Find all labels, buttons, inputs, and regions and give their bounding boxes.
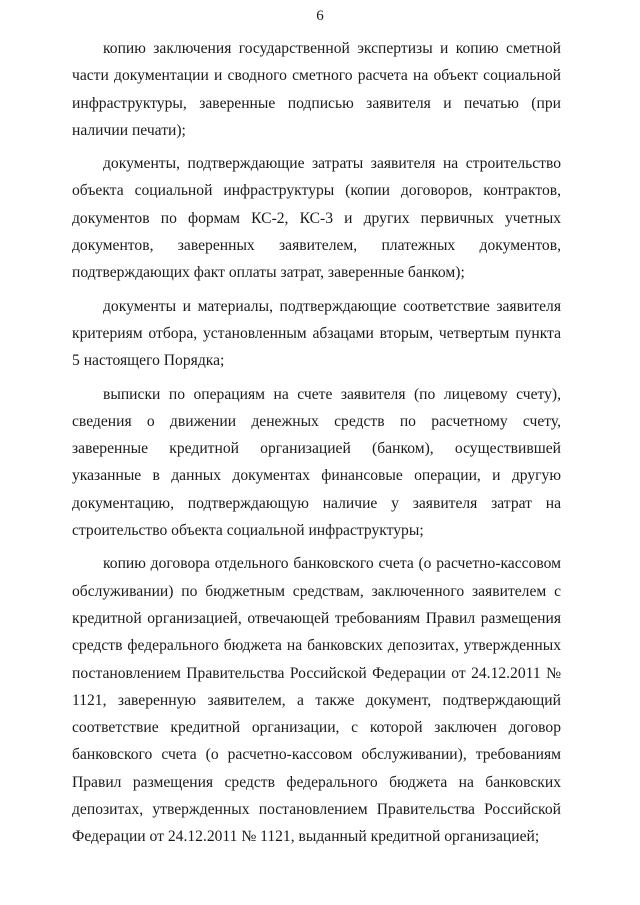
page-number: 6	[316, 8, 324, 24]
paragraph-expertise-copy: копию заключения государственной экспертизы и копию сметной части документации и сводного сметного расчета на объект социальной инфраструктуры, заверенные подписью заявителя и печатью (при наличии печати);	[72, 40, 561, 139]
document-body	[72, 35, 561, 857]
paragraph-account-statements: выписки по операциям на счете заявителя (по лицевому счету), сведения о движении денежных средств по расчетному счету, заверенные кредитной организацией (банком), осуществившей указанные в данных документах финансовые операции, и другую документацию, подтверждающую наличие у заявителя затрат на строительство объекта социальной инфраструктуры;	[72, 385, 561, 540]
paragraph-cost-documents: документы, подтверждающие затраты заявителя на строительство объекта социальной инфраструктуры (копии договоров, контрактов, документов по формам КС-2, КС-3 и других первичных учетных документов, заверенных заявителем, платежных документов, подтверждающих факт оплаты затрат, заверенные банком);	[72, 155, 561, 282]
paragraph-bank-account-agreement: копию договора отдельного банковского счета (о расчетно-кассовом обслуживании) по бюджетным средствам, заключенного заявителем с кредитной организацией, отвечающей требованиям Правил размещения средств федерального бюджета на банковских депозитах, утвержденных постановлением Правительства Российской Федерации от 24.12.2011 № 1121, заверенную заявителем, а также документ, подтверждающий соответствие кредитной организации, с которой заключен договор банковского счета (о расчетно-кассовом обслуживании), требованиям Правил размещения средств федерального бюджета на банковских депозитах, утвержденных постановлением Правительства Российской Федерации от 24.12.2011 № 1121, выданный кредитной организацией;	[72, 555, 561, 846]
paragraph-selection-criteria: документы и материалы, подтверждающие соответствие заявителя критериям отбора, установленным абзацами вторым, четвертым пункта 5 настоящего Порядка;	[72, 297, 561, 370]
